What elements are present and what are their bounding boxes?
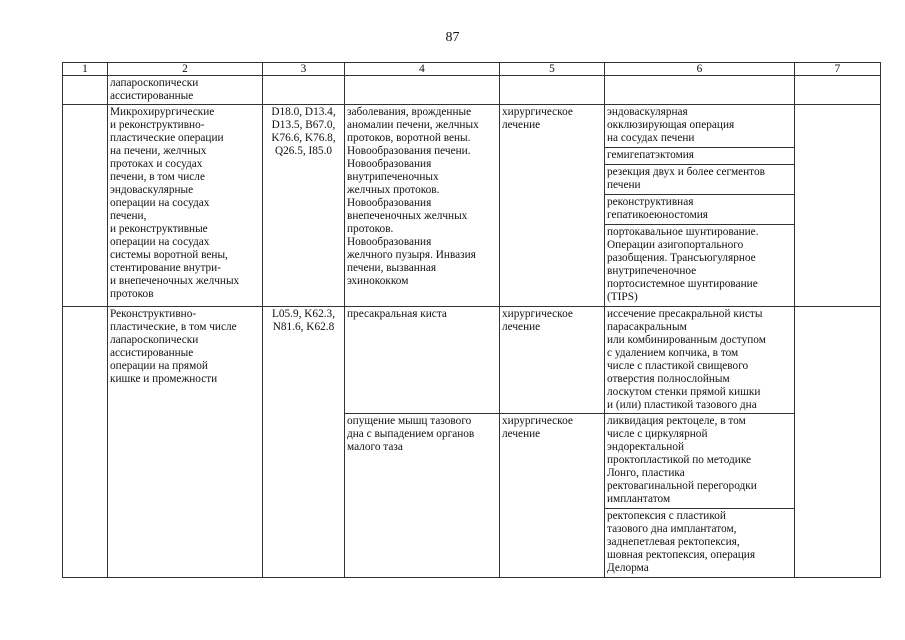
method-item: гемигепатэктомия — [605, 148, 794, 165]
model-cell — [345, 76, 500, 105]
treatment-cell: хирургическое лечение — [500, 105, 605, 307]
method-cell — [605, 414, 795, 578]
method-cell: иссечение пресакральной кисты парасакральным или комбинированным доступом с удалением копчика, в том числе с пластикой свищевого отверстия полнослойным лоскутом стенки прямой кишки и (или) пластикой тазового дна — [605, 307, 795, 414]
header-cell: 7 — [795, 63, 881, 76]
model-cell: заболевания, врожденные аномалии печени, желчных протоков, воротной вены. Новообразования печени. Новообразования внутрипеченочных желчных протоков. Новообразования внепеченочных желчных протоков. Новообразования желчного пузыря. Инвазия печени, вызванная эхинококком — [345, 105, 500, 307]
table-row — [63, 76, 881, 105]
number-cell — [63, 105, 108, 307]
method-item: ликвидация ректоцеле, в том числе с циркулярной эндоректальной проктопластикой по методике Лонго, пластика ректовагинальной перегородки имплантатом — [605, 414, 794, 509]
norm-cell — [795, 105, 881, 307]
procedure-name-cell: Реконструктивно- пластические, в том числе лапароскопически ассистированные операции на прямой кишке и промежности — [108, 307, 263, 578]
treatment-cell: хирургическое лечение — [500, 307, 605, 414]
model-cell: пресакральная киста — [345, 307, 500, 414]
header-cell: 3 — [263, 63, 345, 76]
header-cell: 6 — [605, 63, 795, 76]
treatment-cell — [500, 76, 605, 105]
procedure-name-cell: Микрохирургические и реконструктивно- пластические операции на печени, желчных протоках и сосудах печени, в том числе эндоваскулярные операции на сосудах печени, и реконструктивные операции на сосудах системы воротной вены, стентирование внутри- и внепеченочных желчных протоков — [108, 105, 263, 307]
method-cell — [605, 76, 795, 105]
header-cell: 4 — [345, 63, 500, 76]
method-item: ректопексия с пластикой тазового дна имплантатом, заднепетлевая ректопексия, шовная ректопексия, операция Делорма — [607, 510, 756, 574]
procedure-name-cell: лапароскопически ассистированные — [108, 76, 263, 105]
method-cell — [605, 105, 795, 307]
codes-cell — [263, 76, 345, 105]
table-row — [63, 105, 881, 307]
header-cell: 1 — [63, 63, 108, 76]
methods-list — [605, 414, 794, 577]
header-cell: 2 — [108, 63, 263, 76]
header-row — [63, 63, 881, 76]
codes-cell: D18.0, D13.4, D13.5, B67.0, K76.6, K76.8, Q26.5, I85.0 — [263, 105, 345, 307]
model-cell: опущение мышц тазового дна с выпадением органов малого таза — [345, 414, 500, 578]
procedures-table — [62, 62, 881, 578]
treatment-cell: хирургическое лечение — [500, 414, 605, 578]
method-item: реконструктивная гепатикоеюностомия — [605, 195, 794, 225]
method-item: портокавальное шунтирование. Операции азигопортального разобщения. Трансъюгулярное внутрипеченочное портосистемное шунтирование (TIPS) — [607, 226, 759, 303]
page-number: 87 — [445, 30, 460, 45]
number-cell — [63, 307, 108, 578]
norm-cell — [795, 307, 881, 578]
methods-list — [605, 105, 794, 306]
method-item: эндоваскулярная окклюзирующая операция на сосудах печени — [605, 105, 794, 148]
method-item: резекция двух и более сегментов печени — [605, 165, 794, 195]
header-cell: 5 — [500, 63, 605, 76]
norm-cell — [795, 76, 881, 105]
table-row — [63, 307, 881, 414]
codes-cell: L05.9, K62.3, N81.6, K62.8 — [263, 307, 345, 578]
number-cell — [63, 76, 108, 105]
